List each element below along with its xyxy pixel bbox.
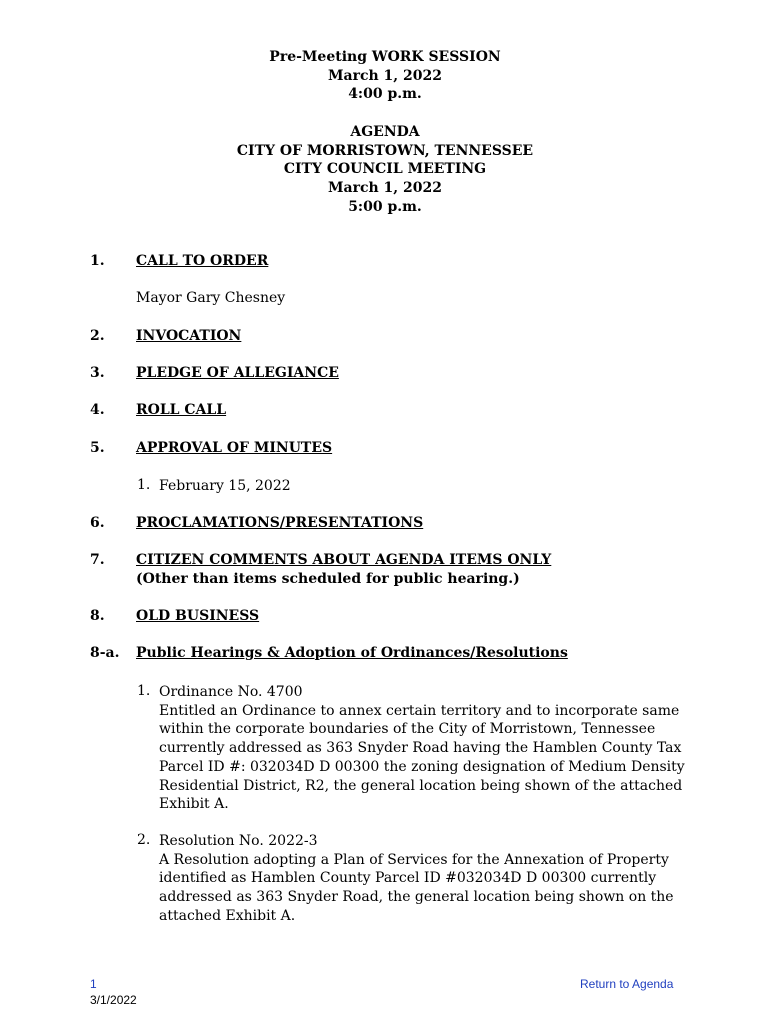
meeting-date: March 1, 2022	[328, 180, 442, 197]
return-to-agenda-link[interactable]: Return to Agenda	[580, 977, 674, 991]
meeting-name: CITY COUNCIL MEETING	[283, 161, 487, 178]
list-number: 1.	[137, 683, 151, 699]
resolution-line: attached Exhibit A.	[159, 907, 296, 924]
list-number: 1.	[137, 477, 151, 493]
meeting-time: 5:00 p.m.	[348, 198, 422, 215]
minutes-date: February 15, 2022	[159, 478, 291, 494]
item-number: 3.	[90, 365, 105, 381]
ordinance-line: Exhibit A.	[159, 796, 229, 813]
item-number: 1.	[90, 253, 105, 269]
pre-meeting-time: 4:00 p.m.	[348, 86, 422, 103]
item-roll-call: ROLL CALL	[136, 402, 227, 418]
item-citizen-comments: CITIZEN COMMENTS ABOUT AGENDA ITEMS ONLY	[136, 552, 552, 568]
ordinance-line: currently addressed as 363 Snyder Road having the Hamblen County Tax	[159, 740, 682, 757]
item-invocation: INVOCATION	[136, 328, 242, 344]
list-number: 2.	[137, 832, 151, 848]
ordinance-line: Entitled an Ordinance to annex certain territory and to incorporate same	[159, 702, 680, 719]
citizen-comments-note: (Other than items scheduled for public hearing.)	[136, 571, 520, 587]
city-name: CITY OF MORRISTOWN, TENNESSEE	[236, 142, 534, 159]
ordinance-4700	[159, 683, 719, 814]
item-old-business: OLD BUSINESS	[136, 608, 260, 624]
pre-meeting-date: March 1, 2022	[328, 67, 442, 84]
agenda-header	[0, 123, 770, 217]
item-public-hearings: Public Hearings & Adoption of Ordinances/Resolutions	[136, 645, 568, 661]
item-number: 4.	[90, 402, 105, 418]
item-number: 8.	[90, 608, 105, 624]
item-call-to-order: CALL TO ORDER	[136, 253, 269, 269]
item-pledge: PLEDGE OF ALLEGIANCE	[136, 365, 339, 381]
mayor-name: Mayor Gary Chesney	[136, 290, 286, 306]
item-number: 7.	[90, 552, 105, 568]
ordinance-line: within the corporate boundaries of the City of Morristown, Tennessee	[159, 721, 656, 738]
page-number: 1	[90, 977, 97, 991]
ordinance-line: Ordinance No. 4700	[159, 684, 303, 700]
item-number: 2.	[90, 328, 105, 344]
item-number: 5.	[90, 440, 105, 456]
resolution-line: Resolution No. 2022-3	[159, 833, 318, 849]
resolution-line: A Resolution adopting a Plan of Services for the Annexation of Property	[159, 851, 669, 868]
resolution-line: addressed as 363 Snyder Road, the general location being shown on the	[159, 889, 674, 906]
pre-meeting-title: Pre-Meeting WORK SESSION	[269, 49, 501, 65]
pre-meeting-header	[0, 48, 770, 104]
resolution-2022-3	[159, 832, 719, 926]
ordinance-line: Parcel ID #: 032034D D 00300 the zoning designation of Medium Density	[159, 758, 685, 775]
resolution-line: identified as Hamblen County Parcel ID #032034D D 00300 currently	[159, 870, 657, 887]
minutes-entry	[159, 477, 719, 496]
ordinance-line: Residential District, R2, the general location being shown of the attached	[159, 777, 683, 794]
item-proclamations: PROCLAMATIONS/PRESENTATIONS	[136, 515, 424, 531]
item-approval-of-minutes: APPROVAL OF MINUTES	[136, 440, 333, 456]
footer-date: 3/1/2022	[90, 993, 137, 1007]
item-number: 6.	[90, 515, 105, 531]
item-number: 8-a.	[90, 645, 120, 661]
agenda-title: AGENDA	[350, 124, 420, 140]
